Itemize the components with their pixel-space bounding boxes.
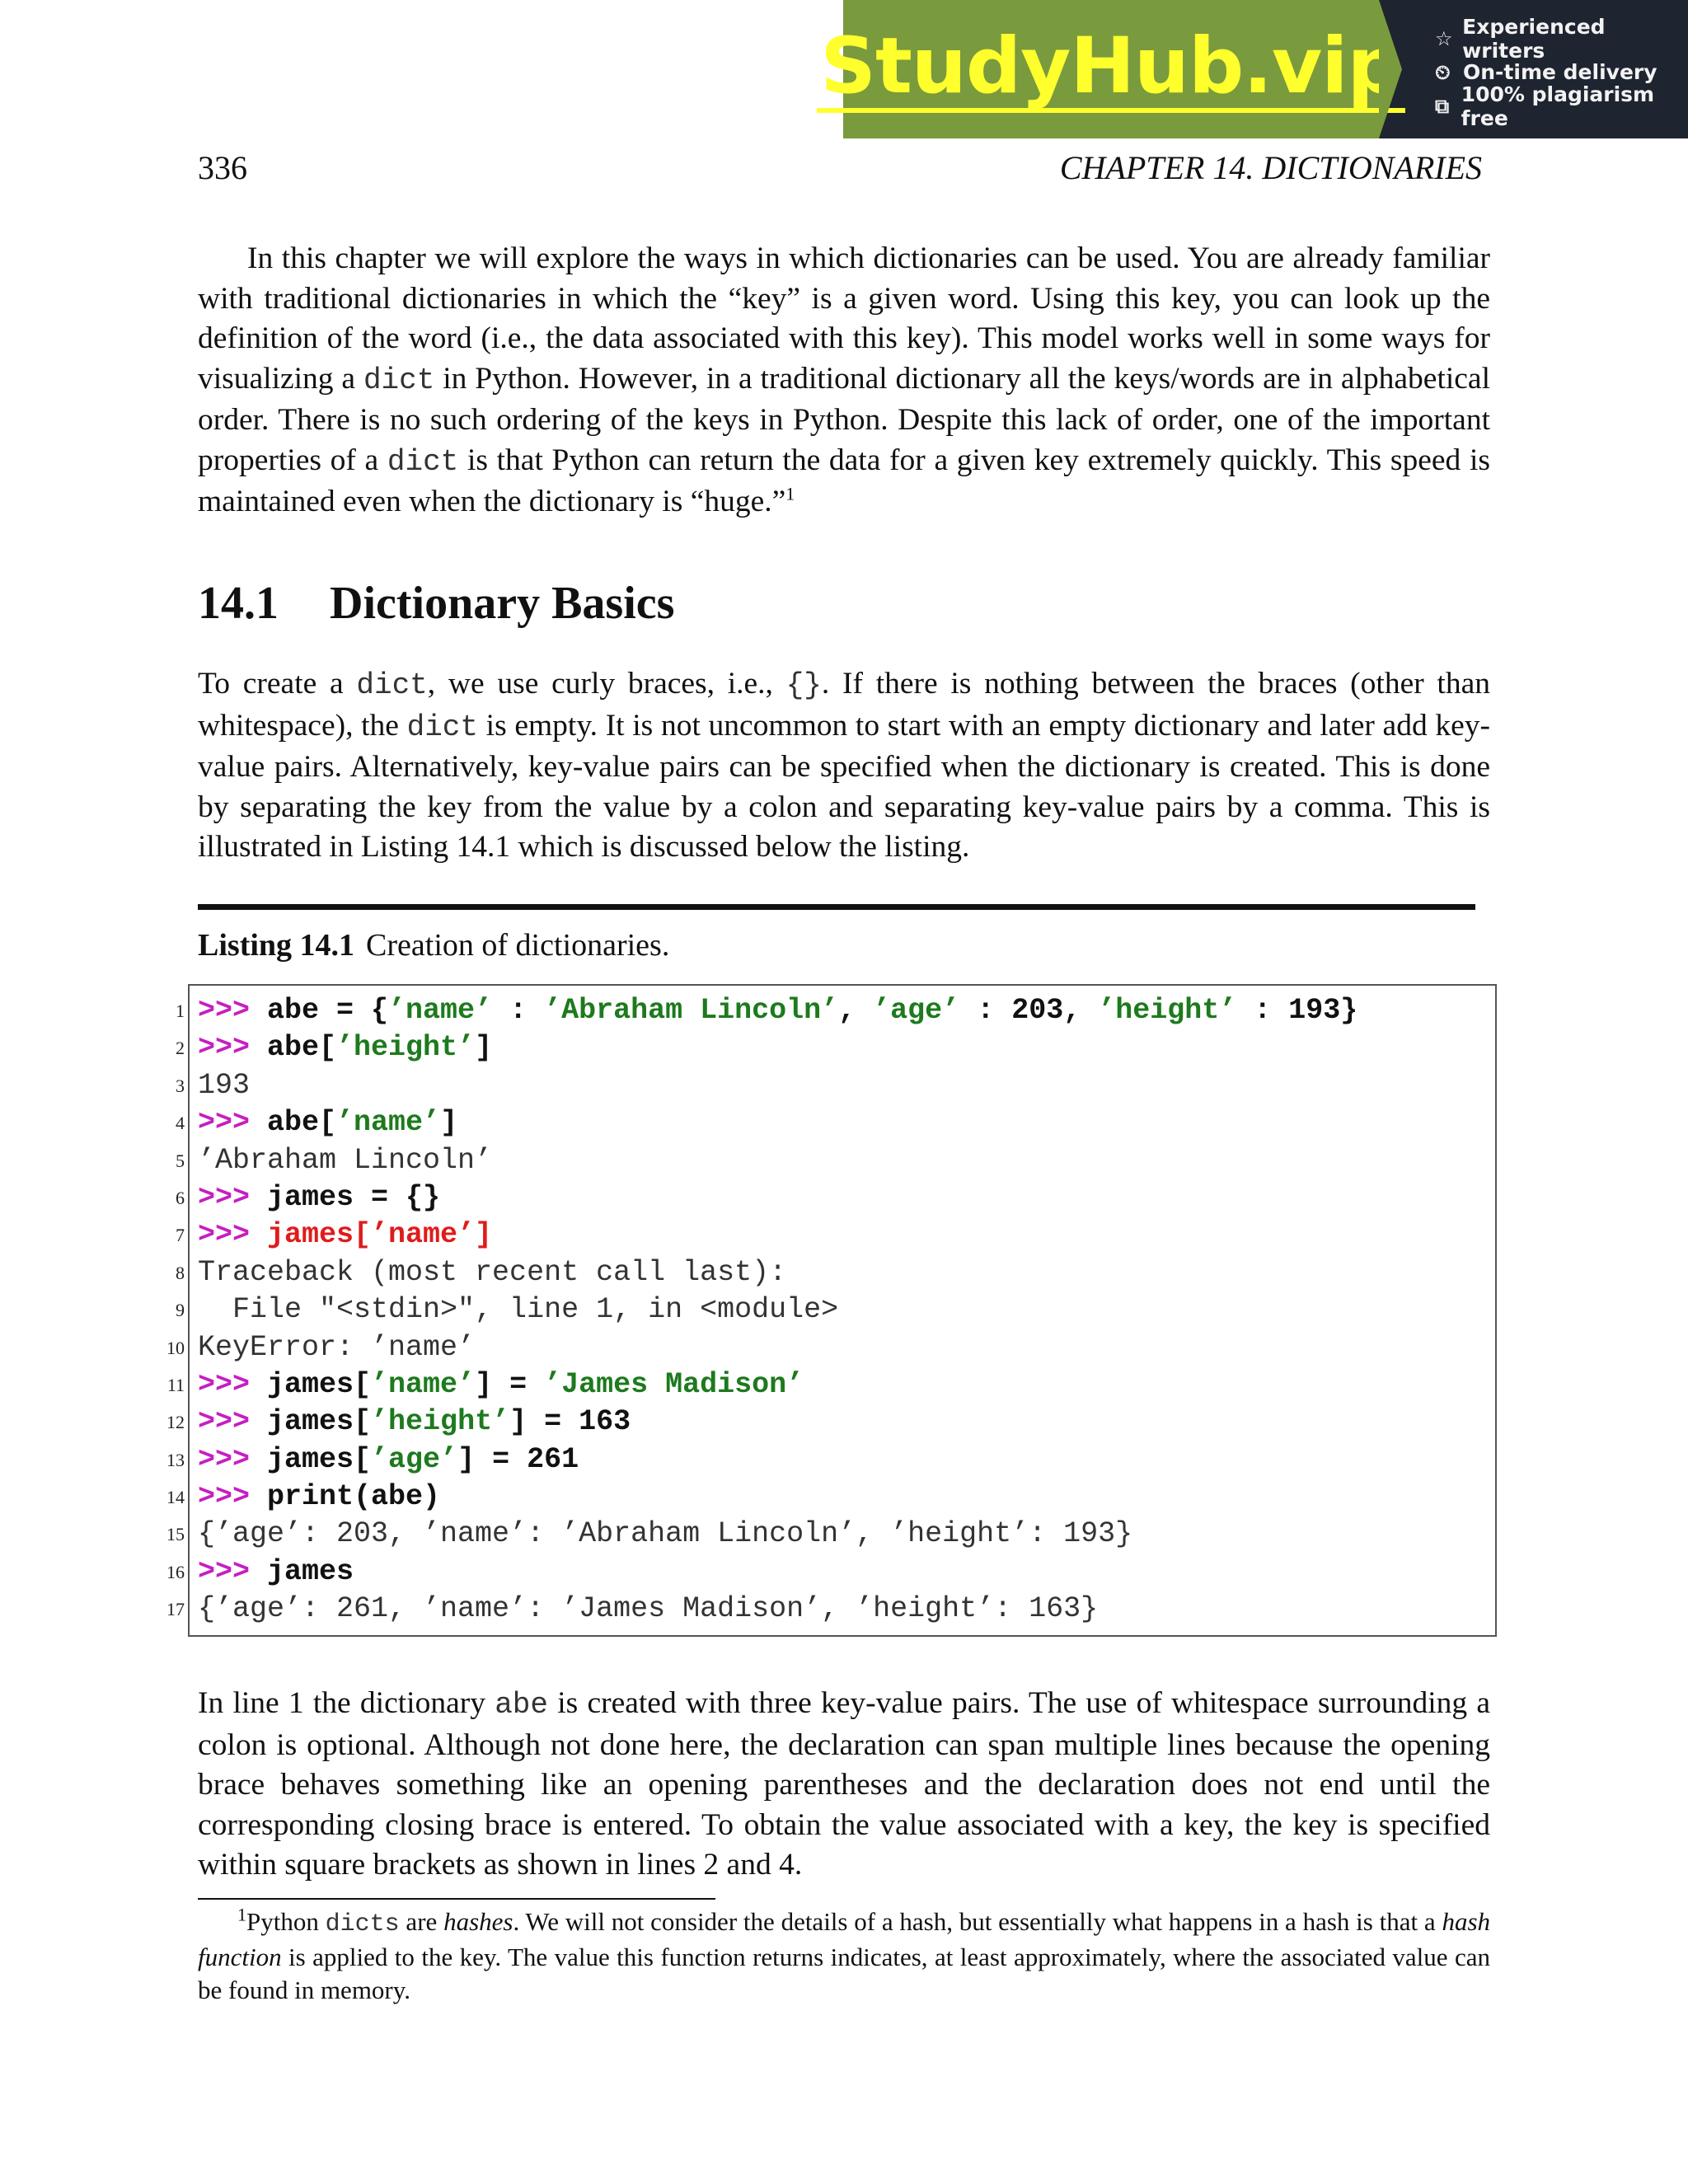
code-token: ’height’ [336,1031,476,1065]
code-inline: dicts [325,1910,400,1938]
line-number: 7 [176,1225,185,1246]
code-line [176,1142,1357,1179]
code-token: ’height’ [371,1405,510,1439]
line-number: 4 [176,1113,185,1134]
code-token: ’age’ [371,1442,458,1476]
code-line [166,1366,1357,1404]
code-line [176,1291,1357,1329]
feature-label: 100% plagiarism free [1461,82,1655,130]
code-token: abe[ [267,1106,337,1140]
code-token: ’height’ [1098,994,1237,1027]
text: are [399,1907,444,1936]
section-paragraph [198,664,1490,868]
code-token: >>> [198,1367,268,1401]
text: is applied to the key. The value this function returns indicates, at least approximately, where the associated value can be found in memory. [198,1943,1490,2004]
section-title: Dictionary Basics [330,578,675,629]
listing-rule [198,904,1475,910]
code-line [176,1216,1357,1254]
listing-caption-text: Creation of dictionaries. [366,928,670,963]
text: Python [246,1907,326,1936]
code-line [166,1479,1357,1516]
text: is created with three key-value pairs. The use of whitespace surrounding a colon is optional. Although not done here, the declaration can span multiple lines because the opening brace behaves something like an opening parentheses and the declaration does not end until the corresponding closing brace is entered. To obtain the value associated with a key, the key is specified within square brackets as shown in lines 2 and 4. [198,1686,1490,1882]
code-token: , [838,994,874,1027]
clock-icon: ⏲ [1435,60,1451,84]
code-inline: abe [495,1688,548,1722]
code-line [166,1329,1357,1366]
code-token: Traceback (most recent call last): [198,1255,787,1289]
code-token: 193 [198,1068,251,1102]
code-token: >>> [198,1106,268,1140]
line-number: 14 [166,1487,185,1508]
code-token: ] [440,1106,458,1140]
code-token: ] = 163 [509,1405,631,1439]
code-inline: {} [785,668,822,702]
text: , we use curly braces, i.e., [427,667,786,701]
code-token: ] [475,1031,493,1065]
code-line [166,1554,1357,1591]
code-token: >>> [198,1218,268,1252]
section-number: 14.1 [198,578,279,629]
code-token: >>> [198,1554,268,1588]
line-number: 6 [176,1187,185,1208]
code-token: ’age’ [873,994,960,1027]
studyhub-logo[interactable]: StudyHub.vip [817,26,1404,113]
code-token: abe[ [267,1031,337,1065]
text: in Python. However, in a traditional dictionary all the keys/words are in alphabetical order. There is no such ordering of the keys in Python. Despite this lack of order, one of the important properties of a [198,361,1490,477]
code-token: File "<stdin>", line 1, in <module> [198,1293,839,1327]
line-number: 15 [166,1524,185,1545]
discussion-paragraph [198,1684,1490,1886]
listing-caption [198,927,669,963]
text: is that Python can return the data for a given key extremely quickly. This speed is maintained even when the dictionary is “huge.” [198,443,1490,518]
line-number: 16 [166,1561,185,1582]
code-line [166,1591,1357,1628]
code-inline: dict [356,668,428,702]
line-number: 13 [166,1449,185,1470]
code-token: james = {} [267,1180,441,1214]
code-token: ’name’ [371,1367,476,1401]
feature-plagiarism-free [1435,82,1688,130]
banner-features [1379,0,1688,138]
code-token: >>> [198,1180,268,1214]
code-line [176,992,1358,1029]
code-inline: dict [406,710,479,744]
code-line [176,1067,1357,1104]
star-icon: ☆ [1435,26,1453,50]
code-token: ’James Madison’ [544,1367,804,1401]
chapter-header: CHAPTER 14. DICTIONARIES [1059,149,1482,186]
code-token: ] = 261 [457,1442,579,1476]
line-number: 17 [166,1599,185,1620]
feature-label: On-time delivery [1463,60,1658,84]
code-token: james[ [267,1367,372,1401]
line-number: 12 [166,1412,185,1433]
code-token: ’name’ [388,994,493,1027]
code-token: james[’name’] [267,1218,493,1252]
line-number: 9 [176,1300,185,1321]
banner-notch [1379,0,1402,138]
code-token: james [267,1554,354,1588]
code-token: >>> [198,1480,268,1514]
code-token: james[ [267,1405,372,1439]
text: To create a [198,667,357,701]
text: . We will not consider the details of a hash, but essentially what happens in a hash is that a [513,1907,1442,1936]
line-number: 5 [176,1150,185,1171]
code-token: {’age’: 203, ’name’: ’Abraham Lincoln’, ’height’: 193} [198,1517,1133,1551]
footnote-mark: 1 [237,1904,246,1925]
footnote [198,1905,1490,2007]
feature-experienced-writers [1435,14,1688,63]
page-number: 336 [198,149,247,186]
emphasis: hash function [198,1907,1491,1971]
code-inline: dict [363,363,435,397]
listing-label: Listing 14.1 [198,928,355,963]
code-line [166,1516,1357,1553]
line-number: 10 [166,1337,185,1358]
text: is empty. It is not uncommon to start with an empty dictionary and later add key-value pairs. Alternatively, key-value pairs can be specified when the dictionary is created. This is done by separating the key from the value by a colon and separating key-value pairs by a comma. This is illustrated in Listing 14.1 which is discussed below the listing. [198,708,1490,864]
code-line [176,1179,1357,1216]
code-token: james[ [267,1442,372,1476]
code-token: >>> [198,1031,268,1065]
footnote-rule [198,1898,715,1900]
text: In this chapter we will explore the ways in which dictionaries can be used. You are already familiar with traditional dictionaries in which the “key” is a given word. Using this key, you can look up the definition of the word (i.e., the data associated with this key). This model works well in some ways for visualizing a [198,241,1490,396]
emphasis: hashes [443,1907,513,1936]
code-listing [166,992,1358,1629]
code-token: : 203, [959,994,1099,1027]
code-token: >>> [198,994,268,1027]
line-number: 1 [176,1001,185,1021]
line-number: 11 [166,1374,185,1395]
code-line [176,1104,1357,1141]
text: . If there is nothing between the braces (other than whitespace), the [198,667,1490,743]
code-token: >>> [198,1442,268,1476]
banner-logo-area[interactable] [820,0,1402,138]
text: In line 1 the dictionary [198,1686,495,1720]
line-number: 2 [176,1038,185,1059]
line-number: 8 [176,1262,185,1283]
code-token: ] = [475,1367,545,1401]
code-line [176,1254,1357,1291]
intro-paragraph [198,239,1490,523]
section-heading [198,577,674,630]
code-token: print(abe) [267,1480,441,1514]
code-token: ’Abraham Lincoln’ [544,994,839,1027]
line-number: 3 [176,1075,185,1096]
code-token: ’Abraham Lincoln’ [198,1143,493,1177]
code-line [176,1029,1357,1066]
ad-banner[interactable] [820,0,1688,138]
code-line [166,1404,1357,1441]
footnote-ref[interactable]: 1 [785,483,795,504]
code-token: ’name’ [336,1106,441,1140]
code-token: : [492,994,545,1027]
copy-icon: ⧉ [1435,94,1450,118]
code-token: KeyError: ’name’ [198,1330,476,1364]
code-token: abe = { [267,994,389,1027]
code-token: : 193} [1236,994,1358,1027]
code-line [166,1441,1357,1479]
code-token: {’age’: 261, ’name’: ’James Madison’, ’height’: 163} [198,1592,1099,1626]
feature-label: Experienced writers [1462,14,1606,63]
code-inline: dict [387,444,459,479]
code-token: >>> [198,1405,268,1439]
